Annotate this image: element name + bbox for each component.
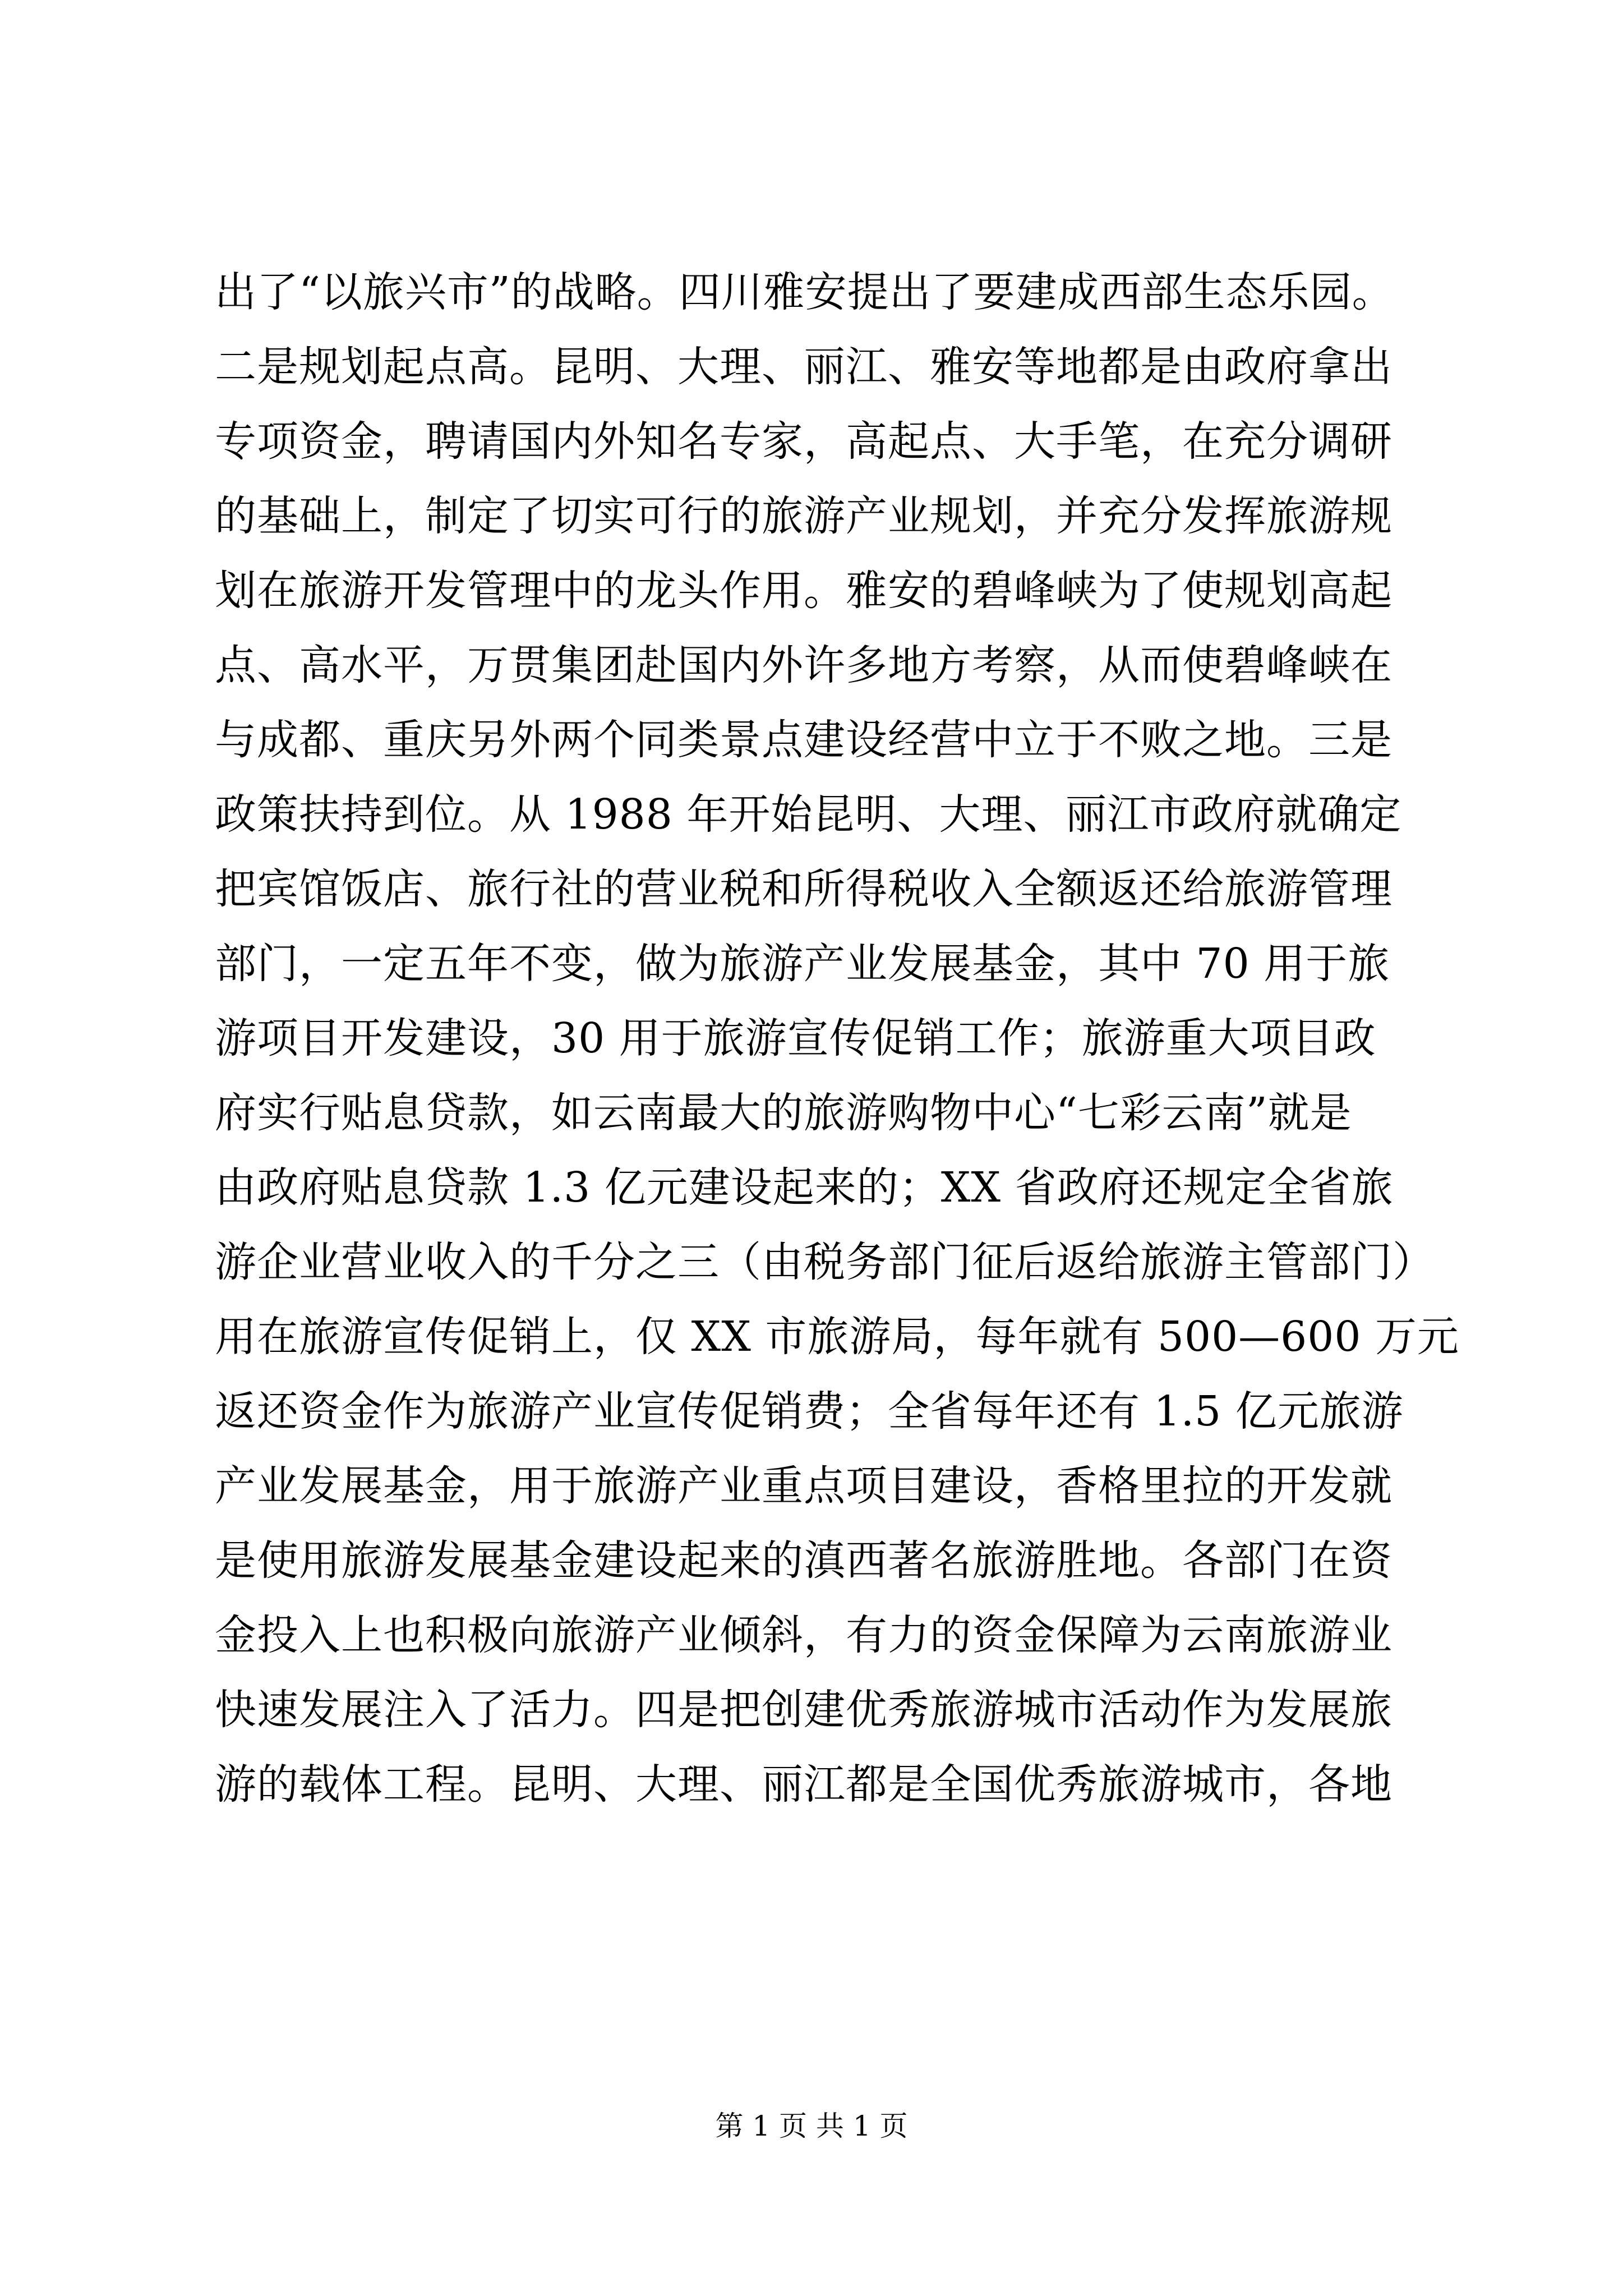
body-paragraph — [215, 255, 1459, 1822]
text-line: 把宾馆饭店、旅行社的营业税和所得税收入全额返还给旅游管理 — [215, 865, 1393, 913]
text-line: 部门，一定五年不变，做为旅游产业发展基金，其中 70 用于旅 — [215, 940, 1390, 988]
text-line: 由政府贴息贷款 1.3 亿元建设起来的；XX 省政府还规定全省旅 — [215, 1163, 1394, 1212]
text-line: 快速发展注入了活力。四是把创建优秀旅游城市活动作为发展旅 — [215, 1686, 1393, 1734]
text-line: 专项资金，聘请国内外知名专家，高起点、大手笔，在充分调研 — [215, 417, 1393, 466]
text-line: 二是规划起点高。昆明、大理、丽江、雅安等地都是由政府拿出 — [215, 343, 1393, 391]
text-line: 政策扶持到位。从 1988 年开始昆明、大理、丽江市政府就确定 — [215, 790, 1402, 839]
text-line: 金投入上也积极向旅游产业倾斜，有力的资金保障为云南旅游业 — [215, 1611, 1393, 1659]
text-line: 返还资金作为旅游产业宣传促销费；全省每年还有 1.5 亿元旅游 — [215, 1387, 1404, 1435]
text-line: 用在旅游宣传促销上，仅 XX 市旅游局，每年就有 500—600 万元 — [215, 1313, 1459, 1361]
text-line: 的基础上，制定了切实可行的旅游产业规划，并充分发挥旅游规 — [215, 492, 1393, 540]
text-line: 游企业营业收入的千分之三（由税务部门征后返给旅游主管部门） — [215, 1238, 1435, 1286]
text-line: 府实行贴息贷款，如云南最大的旅游购物中心“七彩云南”就是 — [215, 1089, 1352, 1137]
text-line: 是使用旅游发展基金建设起来的滇西著名旅游胜地。各部门在资 — [215, 1536, 1393, 1585]
text-line: 划在旅游开发管理中的龙头作用。雅安的碧峰峡为了使规划高起 — [215, 567, 1393, 615]
text-line: 点、高水平，万贯集团赴国内外许多地方考察，从而使碧峰峡在 — [215, 641, 1393, 689]
text-line: 游项目开发建设，30 用于旅游宣传促销工作；旅游重大项目政 — [215, 1014, 1376, 1062]
text-line: 出了“以旅兴市”的战略。四川雅安提出了要建成西部生态乐园。 — [215, 268, 1394, 316]
page-number-footer: 第 1 页 共 1 页 — [715, 2110, 908, 2142]
text-line: 与成都、重庆另外两个同类景点建设经营中立于不败之地。三是 — [215, 716, 1393, 764]
text-line: 产业发展基金，用于旅游产业重点项目建设，香格里拉的开发就 — [215, 1462, 1393, 1510]
text-line: 游的载体工程。昆明、大理、丽江都是全国优秀旅游城市，各地 — [215, 1760, 1393, 1809]
